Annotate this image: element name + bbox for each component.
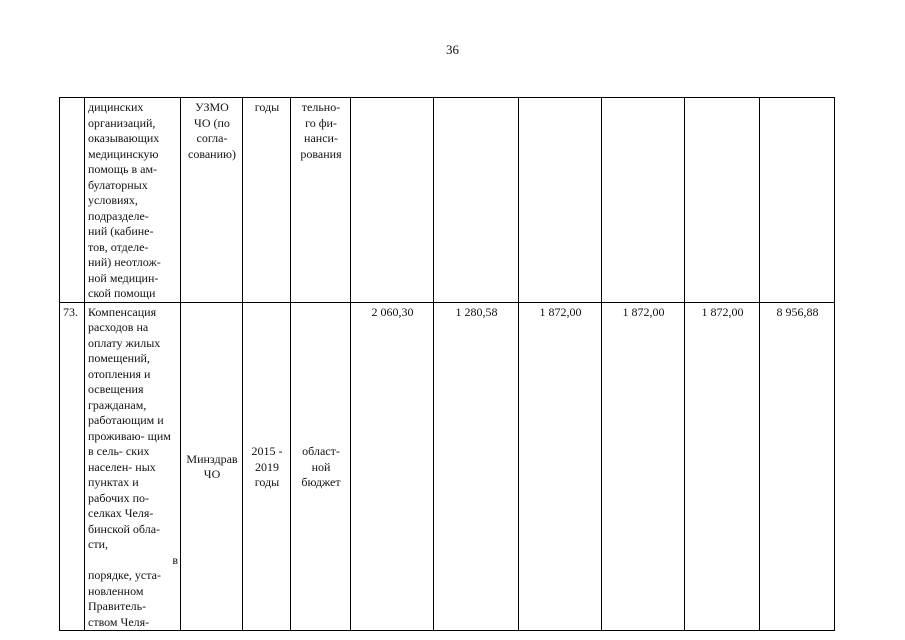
executor: Минздрав ЧО [181, 302, 243, 631]
table-row [60, 98, 835, 303]
value-3: 1 872,00 [519, 302, 602, 631]
measure-name-part-c: порядке, уста- новленном Правитель- ством Челя- [88, 568, 161, 629]
value-4: 1 872,00 [602, 302, 685, 631]
measure-name [85, 302, 181, 631]
value-3 [519, 98, 602, 303]
page-number: 36 [446, 42, 459, 57]
measure-name: дицинских организаций, оказывающих медицинскую помощь в ам- булаторных условиях, подразделе- ний (кабине- тов, отделе- ний) неотлож- ной медицин- ской помощи [85, 98, 181, 303]
value-2 [434, 98, 519, 303]
value-5: 1 872,00 [685, 302, 760, 631]
period: 2015 - 2019 годы [243, 302, 291, 631]
value-total: 8 956,88 [760, 302, 835, 631]
row-index: 73. [60, 302, 85, 631]
executor: УЗМО ЧО (по согла- сованию) [181, 98, 243, 303]
measure-name-justified-line [88, 553, 178, 569]
funding-source: област- ной бюджет [291, 302, 351, 631]
row-index [60, 98, 85, 303]
value-4 [602, 98, 685, 303]
funding-source: тельно- го фи- нанси- рования [291, 98, 351, 303]
program-table [59, 97, 835, 631]
measure-name-part-b-right: в [172, 552, 178, 567]
table-row [60, 302, 835, 631]
value-5 [685, 98, 760, 303]
value-1 [351, 98, 434, 303]
period: годы [243, 98, 291, 303]
measure-name-part-a: Компенсация расходов на оплату жилых помещений, отопления и освещения гражданам, работающим и проживаю- щим в сель- ских населен- ных пунктах и рабочих по- селках Челя- бинской обла- сти, [88, 304, 171, 551]
value-total [760, 98, 835, 303]
value-2: 1 280,58 [434, 302, 519, 631]
value-1: 2 060,30 [351, 302, 434, 631]
